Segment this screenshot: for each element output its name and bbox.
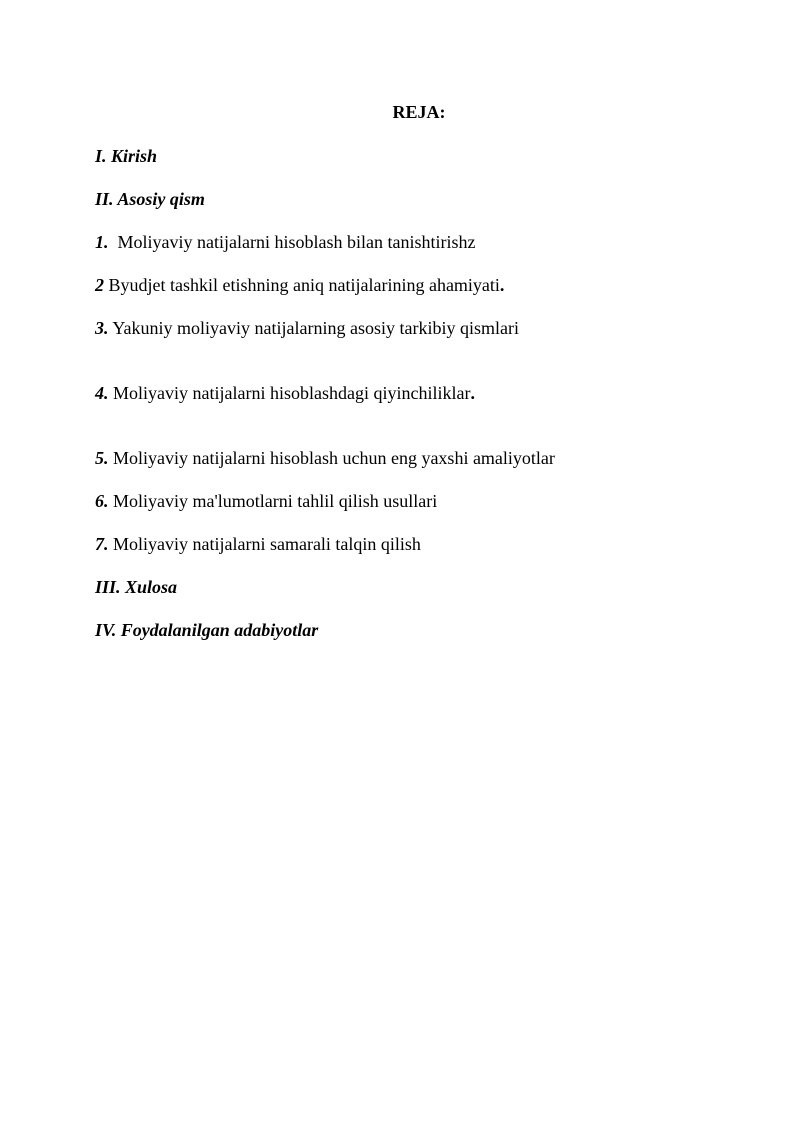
list-item (95, 381, 475, 405)
item-number: 2 (95, 275, 104, 295)
item-text: Moliyaviy natijalarni hisoblash bilan tanishtirishz (117, 232, 476, 252)
item-number: 3. (95, 318, 109, 338)
item-number: 6. (95, 491, 109, 511)
list-item (95, 316, 519, 340)
item-text: Moliyaviy ma'lumotlarni tahlil qilish usullari (113, 491, 438, 511)
item-number: 1. (95, 232, 109, 252)
section-references: IV. Foydalanilgan adabiyotlar (95, 620, 319, 640)
item-number: 7. (95, 534, 109, 554)
item-text: Byudjet tashkil etishning aniq natijalarining ahamiyati (108, 275, 500, 295)
item-tail: . (470, 383, 475, 403)
list-item (95, 273, 504, 297)
section-conclusion: III. Xulosa (95, 577, 178, 597)
item-text: Yakuniy moliyaviy natijalarning asosiy tarkibiy qismlari (112, 318, 519, 338)
item-text: Moliyaviy natijalarni hisoblashdagi qiyinchiliklar (113, 383, 471, 403)
list-item (95, 230, 475, 254)
section-intro: I. Kirish (95, 146, 158, 166)
list-item (95, 532, 421, 556)
item-text: Moliyaviy natijalarni hisoblash uchun eng yaxshi amaliyotlar (113, 448, 555, 468)
item-number: 5. (95, 448, 109, 468)
page-title: REJA: (392, 102, 446, 122)
item-tail: . (499, 275, 505, 295)
section-main: II. Asosiy qism (95, 189, 205, 209)
list-item (95, 446, 555, 470)
item-text: Moliyaviy natijalarni samarali talqin qilish (113, 534, 421, 554)
item-number: 4. (95, 383, 109, 403)
list-item (95, 489, 437, 513)
